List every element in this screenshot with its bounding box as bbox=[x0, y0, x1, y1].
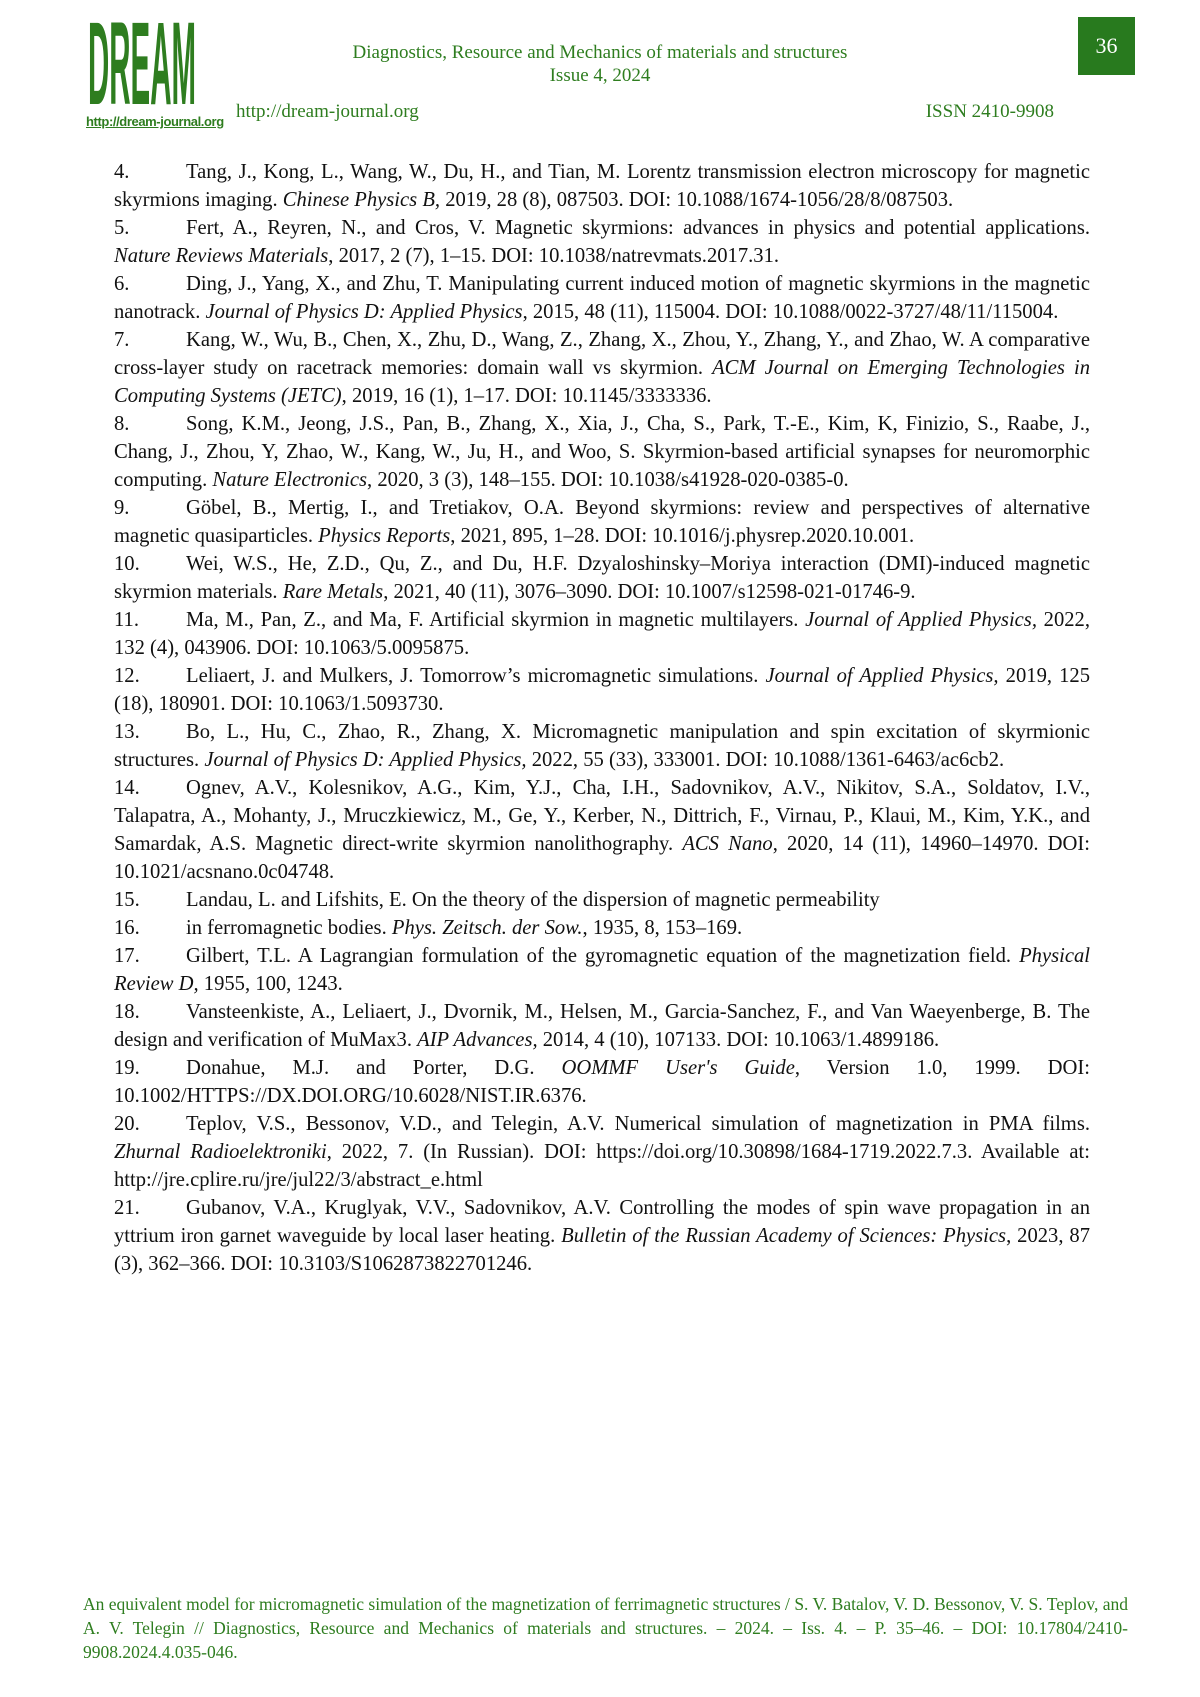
reference-item bbox=[114, 1110, 1090, 1194]
journal-logo bbox=[86, 14, 224, 132]
reference-text: Song, K.M., Jeong, J.S., Pan, B., Zhang, X., Xia, J., Cha, S., Park, T.-E., Kim, K, Finizio, S., Raabe, J., Chang, J., Zhou, Y, Zhao, W., Kang, W., Ju, H., and Woo, S. Skyrmion-based artificial synapses for neuromorphic computing. bbox=[114, 413, 1090, 491]
reference-journal: Zhurnal Radioelektroniki bbox=[114, 1141, 327, 1163]
reference-details: , 1935, 8, 153–169. bbox=[582, 917, 743, 939]
reference-item bbox=[114, 494, 1090, 550]
reference-details: , 2023, 87 (3), 362–366. DOI: 10.3103/S1062873822701246. bbox=[114, 1225, 1091, 1275]
reference-number: 9. bbox=[114, 497, 130, 519]
reference-number: 19. bbox=[114, 1057, 140, 1079]
site-url-link[interactable]: http://dream-journal.org bbox=[236, 101, 419, 122]
reference-item bbox=[114, 886, 1090, 914]
reference-text: Bo, L., Hu, C., Zhao, R., Zhang, X. Micromagnetic manipulation and spin excitation of skyrmionic structures. bbox=[114, 721, 1090, 771]
reference-number: 20. bbox=[114, 1113, 140, 1135]
reference-item bbox=[114, 718, 1090, 774]
reference-item bbox=[114, 998, 1090, 1054]
reference-details: 2022, 132 (4), 043906. DOI: 10.1063/5.0095875. bbox=[114, 609, 1091, 659]
reference-number: 16. bbox=[114, 917, 140, 939]
reference-text: Fert, A., Reyren, N., and Cros, V. Magnetic skyrmions: advances in physics and potential applications. bbox=[186, 217, 1090, 239]
dream-logo-icon bbox=[86, 14, 198, 110]
reference-item bbox=[114, 550, 1090, 606]
reference-journal: Bulletin of the Russian Academy of Sciences: Physics bbox=[561, 1225, 1007, 1247]
reference-number: 8. bbox=[114, 413, 130, 435]
reference-journal: Journal of Applied Physics, bbox=[765, 665, 999, 687]
reference-text: Wei, W.S., He, Z.D., Qu, Z., and Du, H.F. Dzyaloshinsky–Moriya interaction (DMI)-induced magnetic skyrmion materials. bbox=[114, 553, 1090, 603]
reference-text: Göbel, B., Mertig, I., and Tretiakov, O.A. Beyond skyrmions: review and perspectives of alternative magnetic quasiparticles. bbox=[114, 497, 1090, 547]
reference-journal: Journal of Physics D: Applied Physics bbox=[205, 301, 523, 323]
reference-text: Kang, W., Wu, B., Chen, X., Zhu, D., Wang, Z., Zhang, X., Zhou, Y., Zhang, Y., and Zhao, W. A comparative cross-layer study on racetrack memories: domain wall vs skyrmion. bbox=[114, 329, 1090, 379]
reference-journal: Rare Metals bbox=[282, 581, 384, 603]
reference-details: 2014, 4 (10), 107133. DOI: 10.1063/1.4899186. bbox=[537, 1029, 940, 1051]
reference-text: Leliaert, J. and Mulkers, J. Tomorrow’s micromagnetic simulations. bbox=[186, 665, 766, 687]
reference-text: Ding, J., Yang, X., and Zhu, T. Manipulating current induced motion of magnetic skyrmions in the magnetic nanotrack. bbox=[114, 273, 1090, 323]
reference-text: Vansteenkiste, A., Leliaert, J., Dvornik, M., Helsen, M., Garcia-Sanchez, F., and Van Waeyenberge, B. The design and verification of MuMax3. bbox=[114, 1001, 1090, 1051]
logo-wordmark: DREAM bbox=[88, 14, 196, 110]
reference-item bbox=[114, 774, 1090, 886]
reference-journal: Physics Reports bbox=[318, 525, 451, 547]
reference-item bbox=[114, 1054, 1090, 1110]
reference-number: 18. bbox=[114, 1001, 140, 1023]
reference-text: Ognev, A.V., Kolesnikov, A.G., Kim, Y.J., Cha, I.H., Sadovnikov, A.V., Nikitov, S.A., Soldatov, I.V., Talapatra, A., Mohanty, J., Mruczkiewicz, M., Ge, Y., Kerber, N., Dittrich, F., Virnau, P., Klaui, M., Kim, Y.K., and Samardak, A.S. Magnetic direct-write skyrmion nanolithography. bbox=[114, 777, 1090, 855]
reference-journal: ACM Journal on Emerging Technologies in Computing Systems (JETC) bbox=[114, 357, 1090, 407]
reference-details: 1955, 100, 1243. bbox=[198, 973, 343, 995]
reference-details: , 2019, 16 (1), 1–17. DOI: 10.1145/3333336. bbox=[341, 385, 712, 407]
reference-item bbox=[114, 1194, 1090, 1278]
reference-journal: Nature Electronics bbox=[212, 469, 368, 491]
journal-name: Diagnostics, Resource and Mechanics of materials and structures bbox=[352, 42, 848, 63]
reference-item bbox=[114, 326, 1090, 410]
reference-details: , 2020, 3 (3), 148–155. DOI: 10.1038/s41928-020-0385-0. bbox=[367, 469, 849, 491]
reference-item bbox=[114, 158, 1090, 214]
reference-journal: AIP Advances, bbox=[417, 1029, 538, 1051]
reference-number: 17. bbox=[114, 945, 140, 967]
reference-details: , 2015, 48 (11), 115004. DOI: 10.1088/0022-3727/48/11/115004. bbox=[522, 301, 1059, 323]
reference-number: 13. bbox=[114, 721, 140, 743]
reference-details: , Version 1.0, 1999. DOI: 10.1002/HTTPS://DX.DOI.ORG/10.6028/NIST.IR.6376. bbox=[114, 1057, 1091, 1107]
reference-journal: Physical Review D, bbox=[114, 945, 1090, 995]
page-number-badge: 36 bbox=[1078, 17, 1135, 75]
reference-number: 4. bbox=[114, 161, 130, 183]
reference-details: , 2017, 2 (7), 1–15. DOI: 10.1038/natrevmats.2017.31. bbox=[328, 245, 780, 267]
reference-item bbox=[114, 942, 1090, 998]
reference-details: , 2021, 40 (11), 3076–3090. DOI: 10.1007/s12598-021-01746-9. bbox=[383, 581, 916, 603]
reference-item bbox=[114, 270, 1090, 326]
reference-item bbox=[114, 606, 1090, 662]
reference-details: 2019, 125 (18), 180901. DOI: 10.1063/1.5093730. bbox=[114, 665, 1091, 715]
reference-journal: ACS Nano bbox=[682, 833, 773, 855]
reference-details: , 2022, 7. (In Russian). DOI: https://doi.org/10.30898/1684-1719.2022.7.3. Available at: http://jre.cplire.ru/jre/jul22/3/abstract_e.html bbox=[114, 1141, 1091, 1191]
reference-text: in ferromagnetic bodies. bbox=[186, 917, 392, 939]
reference-text: Landau, L. and Lifshits, E. On the theory of the dispersion of magnetic permeability bbox=[186, 889, 880, 911]
reference-text: Donahue, M.J. and Porter, D.G. bbox=[186, 1057, 562, 1079]
reference-journal: Chinese Physics B, bbox=[282, 189, 441, 211]
reference-journal: Phys. Zeitsch. der Sow. bbox=[391, 917, 583, 939]
reference-number: 10. bbox=[114, 553, 140, 575]
reference-details: 2022, 55 (33), 333001. DOI: 10.1088/1361-6463/ac6cb2. bbox=[526, 749, 1005, 771]
reference-number: 14. bbox=[114, 777, 140, 799]
journal-issue: Issue 4, 2024 bbox=[549, 65, 651, 86]
reference-item bbox=[114, 914, 1090, 942]
reference-text: Tang, J., Kong, L., Wang, W., Du, H., and Tian, M. Lorentz transmission electron microscopy for magnetic skyrmions imaging. bbox=[114, 161, 1090, 211]
reference-details: , 2021, 895, 1–28. DOI: 10.1016/j.physrep.2020.10.001. bbox=[450, 525, 915, 547]
reference-journal: Journal of Applied Physics, bbox=[805, 609, 1037, 631]
reference-number: 11. bbox=[114, 609, 139, 631]
issn: ISSN 2410-9908 bbox=[925, 101, 1054, 122]
reference-text: Gilbert, T.L. A Lagrangian formulation of the gyromagnetic equation of the magnetization field. bbox=[186, 945, 1020, 967]
reference-number: 6. bbox=[114, 273, 130, 295]
reference-journal: OOMMF User's Guide bbox=[561, 1057, 795, 1079]
reference-number: 15. bbox=[114, 889, 140, 911]
reference-number: 21. bbox=[114, 1197, 140, 1219]
reference-text: Gubanov, V.A., Kruglyak, V.V., Sadovnikov, A.V. Controlling the modes of spin wave propagation in an yttrium iron garnet waveguide by local laser heating. bbox=[114, 1197, 1090, 1247]
reference-journal: Nature Reviews Materials bbox=[114, 245, 329, 267]
reference-list bbox=[114, 158, 1090, 1278]
reference-details: 2019, 28 (8), 087503. DOI: 10.1088/1674-1056/28/8/087503. bbox=[440, 189, 954, 211]
logo-url-text[interactable]: http://dream-journal.org bbox=[86, 114, 224, 129]
journal-title bbox=[300, 41, 900, 87]
reference-text: Teplov, V.S., Bessonov, V.D., and Telegin, A.V. Numerical simulation of magnetization in PMA films. bbox=[186, 1113, 1090, 1135]
reference-number: 7. bbox=[114, 329, 130, 351]
reference-text: Ma, M., Pan, Z., and Ma, F. Artificial skyrmion in magnetic multilayers. bbox=[186, 609, 806, 631]
reference-journal: Journal of Physics D: Applied Physics, bbox=[204, 749, 527, 771]
reference-number: 12. bbox=[114, 665, 140, 687]
reference-details: , 2020, 14 (11), 14960–14970. DOI: 10.1021/acsnano.0c04748. bbox=[114, 833, 1090, 883]
reference-item bbox=[114, 214, 1090, 270]
citation-footer: An equivalent model for micromagnetic simulation of the magnetization of ferrimagnetic structures / S. V. Batalov, V. D. Bessonov, V. S. Teplov, and A. V. Telegin // Diagnostics, Resource and Mechanics of materials and structures. – 2024. – Iss. 4. – P. 35–46. – DOI: 10.17804/2410-9908.2024.4.035-046. bbox=[83, 1594, 1128, 1662]
reference-item bbox=[114, 410, 1090, 494]
reference-number: 5. bbox=[114, 217, 130, 239]
reference-item bbox=[114, 662, 1090, 718]
